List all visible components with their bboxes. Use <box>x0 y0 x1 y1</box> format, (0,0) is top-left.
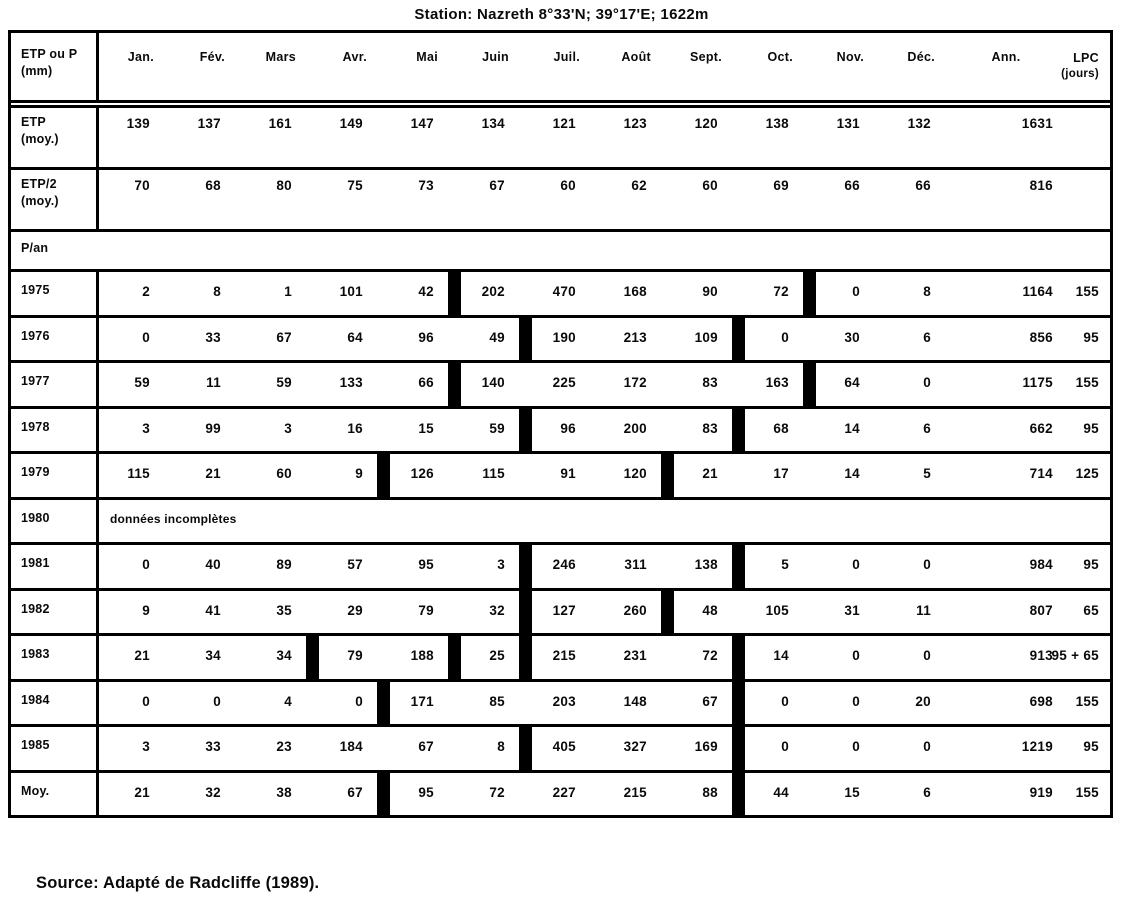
value-cell-month: 66 <box>915 178 931 193</box>
value-cell-month: 96 <box>418 329 434 345</box>
source-note: Source: Adapté de Radcliffe (1989). <box>36 874 320 892</box>
value-cell-annual: 807 <box>1029 602 1053 618</box>
row-label-text: 1985 <box>21 738 50 752</box>
row-label <box>11 232 99 269</box>
value-cell-month: 72 <box>773 284 789 299</box>
growing-season-bar <box>732 545 745 588</box>
value-cell-month: 0 <box>923 648 931 663</box>
value-cell-month: 30 <box>844 329 860 345</box>
table-row-1981 <box>11 542 1110 588</box>
row-label-text: Moy. <box>21 783 50 798</box>
col-header-juil: Juil. <box>553 50 580 64</box>
value-cell-month: 8 <box>923 284 931 299</box>
row-label <box>11 318 99 361</box>
growing-season-bar <box>519 318 532 361</box>
value-cell-month: 246 <box>552 557 576 572</box>
value-cell-annual: 984 <box>1029 557 1053 572</box>
value-cell-month: 69 <box>773 178 789 193</box>
value-cell-month: 4 <box>284 693 292 709</box>
table-row-pan <box>11 229 1110 269</box>
value-cell-month: 3 <box>142 420 150 436</box>
value-cell-month: 62 <box>631 178 647 193</box>
value-cell-month: 149 <box>339 116 363 131</box>
value-cell-lpc: 155 <box>1075 375 1099 390</box>
value-cell-month: 131 <box>836 116 860 131</box>
growing-season-bar <box>661 591 674 634</box>
row-label-text: 1981 <box>21 556 50 570</box>
value-cell-month: 72 <box>702 648 718 663</box>
row-label <box>11 363 99 406</box>
value-cell-month: 0 <box>781 693 789 709</box>
value-cell-month: 202 <box>481 284 505 299</box>
value-cell-annual: 698 <box>1029 693 1053 709</box>
value-cell-month: 121 <box>552 116 576 131</box>
value-cell-annual: 714 <box>1029 466 1053 481</box>
value-cell-month: 75 <box>347 178 363 193</box>
value-cell-month: 105 <box>765 602 789 618</box>
growing-season-bar <box>377 454 390 497</box>
value-cell-month: 126 <box>410 466 434 481</box>
value-cell-month: 67 <box>702 693 718 709</box>
col-header-sept: Sept. <box>689 50 722 64</box>
value-cell-annual: 662 <box>1029 420 1053 436</box>
value-cell-month: 200 <box>623 420 647 436</box>
value-cell-month: 133 <box>339 375 363 390</box>
row-label-text: ETP <box>21 115 46 129</box>
table-row-1980 <box>11 497 1110 543</box>
value-cell-month: 59 <box>134 375 150 390</box>
value-cell-month: 31 <box>844 602 860 618</box>
value-cell-month: 90 <box>702 284 718 299</box>
table-row-1983 <box>11 633 1110 679</box>
value-cell-lpc: 95 <box>1083 420 1099 436</box>
value-cell-month: 73 <box>418 178 434 193</box>
value-cell-month: 0 <box>923 375 931 390</box>
value-cell-month: 67 <box>347 784 363 800</box>
row-label-text: 1979 <box>21 465 50 479</box>
value-cell-month: 0 <box>781 329 789 345</box>
value-cell-month: 95 <box>418 557 434 572</box>
value-cell-month: 139 <box>126 116 150 131</box>
value-cell-month: 184 <box>339 739 363 754</box>
value-cell-annual: 816 <box>1029 178 1053 193</box>
col-header-nov: Nov. <box>836 50 864 64</box>
col-header-aot: Août <box>621 50 651 64</box>
value-cell-month: 405 <box>552 739 576 754</box>
table-row-1978 <box>11 406 1110 452</box>
value-cell-month: 227 <box>552 784 576 800</box>
value-cell-annual: 919 <box>1029 784 1053 800</box>
value-cell-month: 11 <box>206 375 221 390</box>
table-row-1977 <box>11 360 1110 406</box>
value-cell-month: 83 <box>702 375 718 390</box>
value-cell-month: 6 <box>923 420 931 436</box>
value-cell-month: 2 <box>142 284 150 299</box>
value-cell-month: 231 <box>623 648 647 663</box>
value-cell-annual: 1164 <box>1022 284 1053 299</box>
value-cell-month: 3 <box>142 739 150 754</box>
value-cell-month: 35 <box>276 602 292 618</box>
growing-season-bar <box>519 636 532 679</box>
growing-season-bar <box>732 682 745 725</box>
value-cell-month: 172 <box>623 375 647 390</box>
value-cell-month: 67 <box>418 739 434 754</box>
growing-season-bar <box>732 773 745 816</box>
col-header-fv: Fév. <box>199 50 225 64</box>
value-cell-month: 140 <box>481 375 505 390</box>
growing-season-bar <box>732 318 745 361</box>
row-label <box>11 170 99 229</box>
table-row-1976 <box>11 315 1110 361</box>
value-cell-annual: 913 <box>1029 648 1053 663</box>
value-cell-month: 70 <box>134 178 150 193</box>
row-label-text: 1982 <box>21 601 50 616</box>
row-label-text: 1983 <box>21 647 50 661</box>
value-cell-month: 115 <box>127 466 150 481</box>
value-cell-annual: 1631 <box>1021 116 1053 131</box>
value-cell-month: 0 <box>213 693 221 709</box>
value-cell-month: 8 <box>497 739 505 754</box>
value-cell-month: 68 <box>205 178 221 193</box>
growing-season-bar <box>448 272 461 315</box>
value-cell-annual: 1175 <box>1022 375 1053 390</box>
value-cell-month: 0 <box>781 739 789 754</box>
value-cell-month: 66 <box>418 375 434 390</box>
row-label-text: 1980 <box>21 510 50 525</box>
row-label <box>11 773 99 816</box>
value-cell-month: 163 <box>765 375 789 390</box>
value-cell-month: 21 <box>702 466 718 481</box>
value-cell-month: 203 <box>552 693 576 709</box>
value-cell-month: 42 <box>418 284 434 299</box>
value-cell-month: 134 <box>481 116 505 131</box>
value-cell-month: 41 <box>205 602 221 618</box>
row-label <box>11 545 99 588</box>
row-label-text: 1975 <box>21 283 50 297</box>
header-row <box>11 33 1110 100</box>
row-label <box>11 108 99 167</box>
row-label <box>11 682 99 725</box>
growing-season-bar <box>448 363 461 406</box>
value-cell-month: 171 <box>410 693 434 709</box>
value-cell-month: 29 <box>347 602 363 618</box>
row-label-text: 1978 <box>21 419 50 434</box>
value-cell-month: 0 <box>142 693 150 709</box>
row-label-text: ETP/2 <box>21 177 57 191</box>
growing-season-bar <box>377 773 390 816</box>
value-cell-month: 215 <box>552 648 576 663</box>
table-row-1984 <box>11 679 1110 725</box>
value-cell-month: 0 <box>923 557 931 572</box>
value-cell-month: 132 <box>907 116 931 131</box>
row-label <box>11 636 99 679</box>
value-cell-month: 14 <box>844 420 860 436</box>
value-cell-month: 15 <box>418 420 434 436</box>
value-cell-month: 14 <box>773 648 789 663</box>
value-cell-month: 327 <box>623 739 647 754</box>
value-cell-month: 64 <box>844 375 860 390</box>
table-row-1975 <box>11 269 1110 315</box>
value-cell-month: 88 <box>702 784 718 800</box>
value-cell-month: 3 <box>284 420 292 436</box>
col-header-lpc <box>996 50 1106 82</box>
value-cell-month: 16 <box>347 420 363 436</box>
table-row-1979 <box>11 451 1110 497</box>
value-cell-month: 225 <box>552 375 576 390</box>
row-label-text: P/an <box>21 241 49 255</box>
value-cell-month: 1 <box>284 284 292 299</box>
value-cell-month: 213 <box>623 329 647 345</box>
value-cell-month: 79 <box>347 648 363 663</box>
growing-season-bar <box>377 682 390 725</box>
value-cell-lpc: 95 <box>1083 329 1099 345</box>
value-cell-month: 20 <box>915 693 931 709</box>
growing-season-bar <box>448 636 461 679</box>
value-cell-lpc: 155 <box>1075 693 1099 709</box>
value-cell-month: 59 <box>276 375 292 390</box>
value-cell-month: 72 <box>489 784 505 800</box>
value-cell-month: 0 <box>355 693 363 709</box>
value-cell-month: 0 <box>852 557 860 572</box>
col-header-oct: Oct. <box>767 50 793 64</box>
value-cell-month: 15 <box>844 784 860 800</box>
value-cell-month: 21 <box>134 784 150 800</box>
col-header-avr: Avr. <box>342 50 367 64</box>
value-cell-lpc: 65 <box>1083 602 1099 618</box>
value-cell-month: 38 <box>276 784 292 800</box>
corner-header <box>11 33 99 100</box>
value-cell-annual: 856 <box>1029 329 1053 345</box>
row-label <box>11 727 99 770</box>
value-cell-month: 66 <box>844 178 860 193</box>
value-cell-month: 59 <box>489 420 505 436</box>
climate-table <box>8 30 1113 818</box>
value-cell-month: 11 <box>916 602 931 618</box>
growing-season-bar <box>732 409 745 452</box>
row-label-text: 1977 <box>21 374 50 388</box>
value-cell-month: 85 <box>489 693 505 709</box>
value-cell-month: 79 <box>418 602 434 618</box>
value-cell-month: 6 <box>923 329 931 345</box>
value-cell-month: 99 <box>205 420 221 436</box>
growing-season-bar <box>519 591 532 634</box>
growing-season-bar <box>519 545 532 588</box>
value-cell-month: 32 <box>205 784 221 800</box>
value-cell-month: 101 <box>339 284 363 299</box>
value-cell-month: 91 <box>560 466 576 481</box>
station-title: Station: Nazreth 8°33'N; 39°17'E; 1622m <box>414 6 709 23</box>
value-cell-month: 34 <box>205 648 221 663</box>
value-cell-month: 260 <box>623 602 647 618</box>
value-cell-month: 60 <box>276 466 292 481</box>
col-header-lpc-label: LPC <box>1073 51 1099 65</box>
col-header-ann: Ann. <box>991 50 1021 64</box>
value-cell-month: 138 <box>694 557 718 572</box>
value-cell-month: 67 <box>489 178 505 193</box>
value-cell-month: 147 <box>410 116 434 131</box>
value-cell-month: 64 <box>347 329 363 345</box>
growing-season-bar <box>519 409 532 452</box>
value-cell-month: 5 <box>781 557 789 572</box>
value-cell-month: 6 <box>923 784 931 800</box>
value-cell-month: 96 <box>560 420 576 436</box>
value-cell-month: 44 <box>773 784 789 800</box>
row-label <box>11 591 99 634</box>
value-cell-month: 0 <box>852 693 860 709</box>
value-cell-month: 120 <box>623 466 647 481</box>
value-cell-lpc: 95 + 65 <box>1051 648 1099 663</box>
value-cell-month: 5 <box>923 466 931 481</box>
value-cell-month: 40 <box>205 557 221 572</box>
value-cell-month: 123 <box>623 116 647 131</box>
value-cell-month: 95 <box>418 784 434 800</box>
row-label <box>11 500 99 543</box>
growing-season-bar <box>661 454 674 497</box>
value-cell-month: 9 <box>142 602 150 618</box>
value-cell-month: 137 <box>197 116 221 131</box>
table-row-1982 <box>11 588 1110 634</box>
value-cell-month: 9 <box>355 466 363 481</box>
value-cell-month: 48 <box>702 602 718 618</box>
value-cell-month: 0 <box>142 329 150 345</box>
value-cell-month: 17 <box>773 466 789 481</box>
value-cell-month: 67 <box>276 329 292 345</box>
value-cell-month: 148 <box>623 693 647 709</box>
value-cell-month: 14 <box>844 466 860 481</box>
row-label <box>11 454 99 497</box>
value-cell-lpc: 155 <box>1075 784 1099 800</box>
value-cell-month: 32 <box>489 602 505 618</box>
row-label <box>11 409 99 452</box>
value-cell-lpc: 95 <box>1083 557 1099 572</box>
value-cell-month: 109 <box>694 329 718 345</box>
table-row-etp <box>11 105 1110 167</box>
growing-season-bar <box>306 636 319 679</box>
value-cell-month: 0 <box>923 739 931 754</box>
corner-sub: (mm) <box>21 64 53 78</box>
value-cell-month: 23 <box>276 739 292 754</box>
row-label-text: 1984 <box>21 692 50 707</box>
value-cell-lpc: 125 <box>1075 466 1099 481</box>
col-header-juin: Juin <box>482 50 509 64</box>
value-cell-month: 21 <box>134 648 150 663</box>
value-cell-month: 80 <box>276 178 292 193</box>
value-cell-month: 169 <box>694 739 718 754</box>
value-cell-month: 83 <box>702 420 718 436</box>
value-cell-month: 89 <box>276 557 292 572</box>
value-cell-lpc: 95 <box>1083 739 1099 754</box>
value-cell-month: 127 <box>552 602 576 618</box>
col-header-lpc-sub: (jours) <box>1061 68 1099 80</box>
row-label-sub: (moy.) <box>21 194 59 208</box>
table-row-moy <box>11 770 1110 816</box>
value-cell-annual: 1219 <box>1021 739 1053 754</box>
value-cell-month: 311 <box>624 557 647 572</box>
value-cell-month: 168 <box>623 284 647 299</box>
value-cell-month: 470 <box>552 284 576 299</box>
growing-season-bar <box>803 363 816 406</box>
growing-season-bar <box>732 636 745 679</box>
value-cell-month: 138 <box>765 116 789 131</box>
value-cell-month: 115 <box>482 466 505 481</box>
col-header-jan: Jan. <box>127 50 154 64</box>
value-cell-month: 33 <box>205 329 221 345</box>
value-cell-month: 120 <box>694 116 718 131</box>
row-label-sub: (moy.) <box>21 132 59 146</box>
value-cell-month: 215 <box>623 784 647 800</box>
value-cell-month: 161 <box>268 116 292 131</box>
value-cell-month: 3 <box>497 557 505 572</box>
value-cell-month: 0 <box>852 648 860 663</box>
value-cell-lpc: 155 <box>1075 284 1099 299</box>
value-cell-month: 68 <box>773 420 789 436</box>
col-header-dc: Déc. <box>907 50 935 64</box>
table-body <box>11 105 1110 815</box>
value-cell-month: 60 <box>702 178 718 193</box>
value-cell-month: 33 <box>205 739 221 754</box>
col-header-mars: Mars <box>265 50 296 64</box>
table-row-1985 <box>11 724 1110 770</box>
row-label-text: 1976 <box>21 328 50 343</box>
value-cell-month: 188 <box>410 648 434 663</box>
value-cell-month: 21 <box>205 466 221 481</box>
value-cell-month: 34 <box>276 648 292 663</box>
value-cell-month: 8 <box>213 284 221 299</box>
growing-season-bar <box>803 272 816 315</box>
value-cell-month: 25 <box>489 648 505 663</box>
value-cell-month: 57 <box>347 557 363 572</box>
incomplete-data-note: données incomplètes <box>110 511 237 526</box>
value-cell-month: 60 <box>560 178 576 193</box>
value-cell-month: 0 <box>142 557 150 572</box>
value-cell-month: 190 <box>552 329 576 345</box>
value-cell-month: 0 <box>852 739 860 754</box>
growing-season-bar <box>732 727 745 770</box>
table-row-etp2 <box>11 167 1110 229</box>
col-header-mai: Mai <box>416 50 438 64</box>
row-label <box>11 272 99 315</box>
corner-label: ETP ou P <box>21 47 78 61</box>
growing-season-bar <box>519 727 532 770</box>
value-cell-month: 0 <box>852 284 860 299</box>
value-cell-month: 49 <box>489 329 505 345</box>
